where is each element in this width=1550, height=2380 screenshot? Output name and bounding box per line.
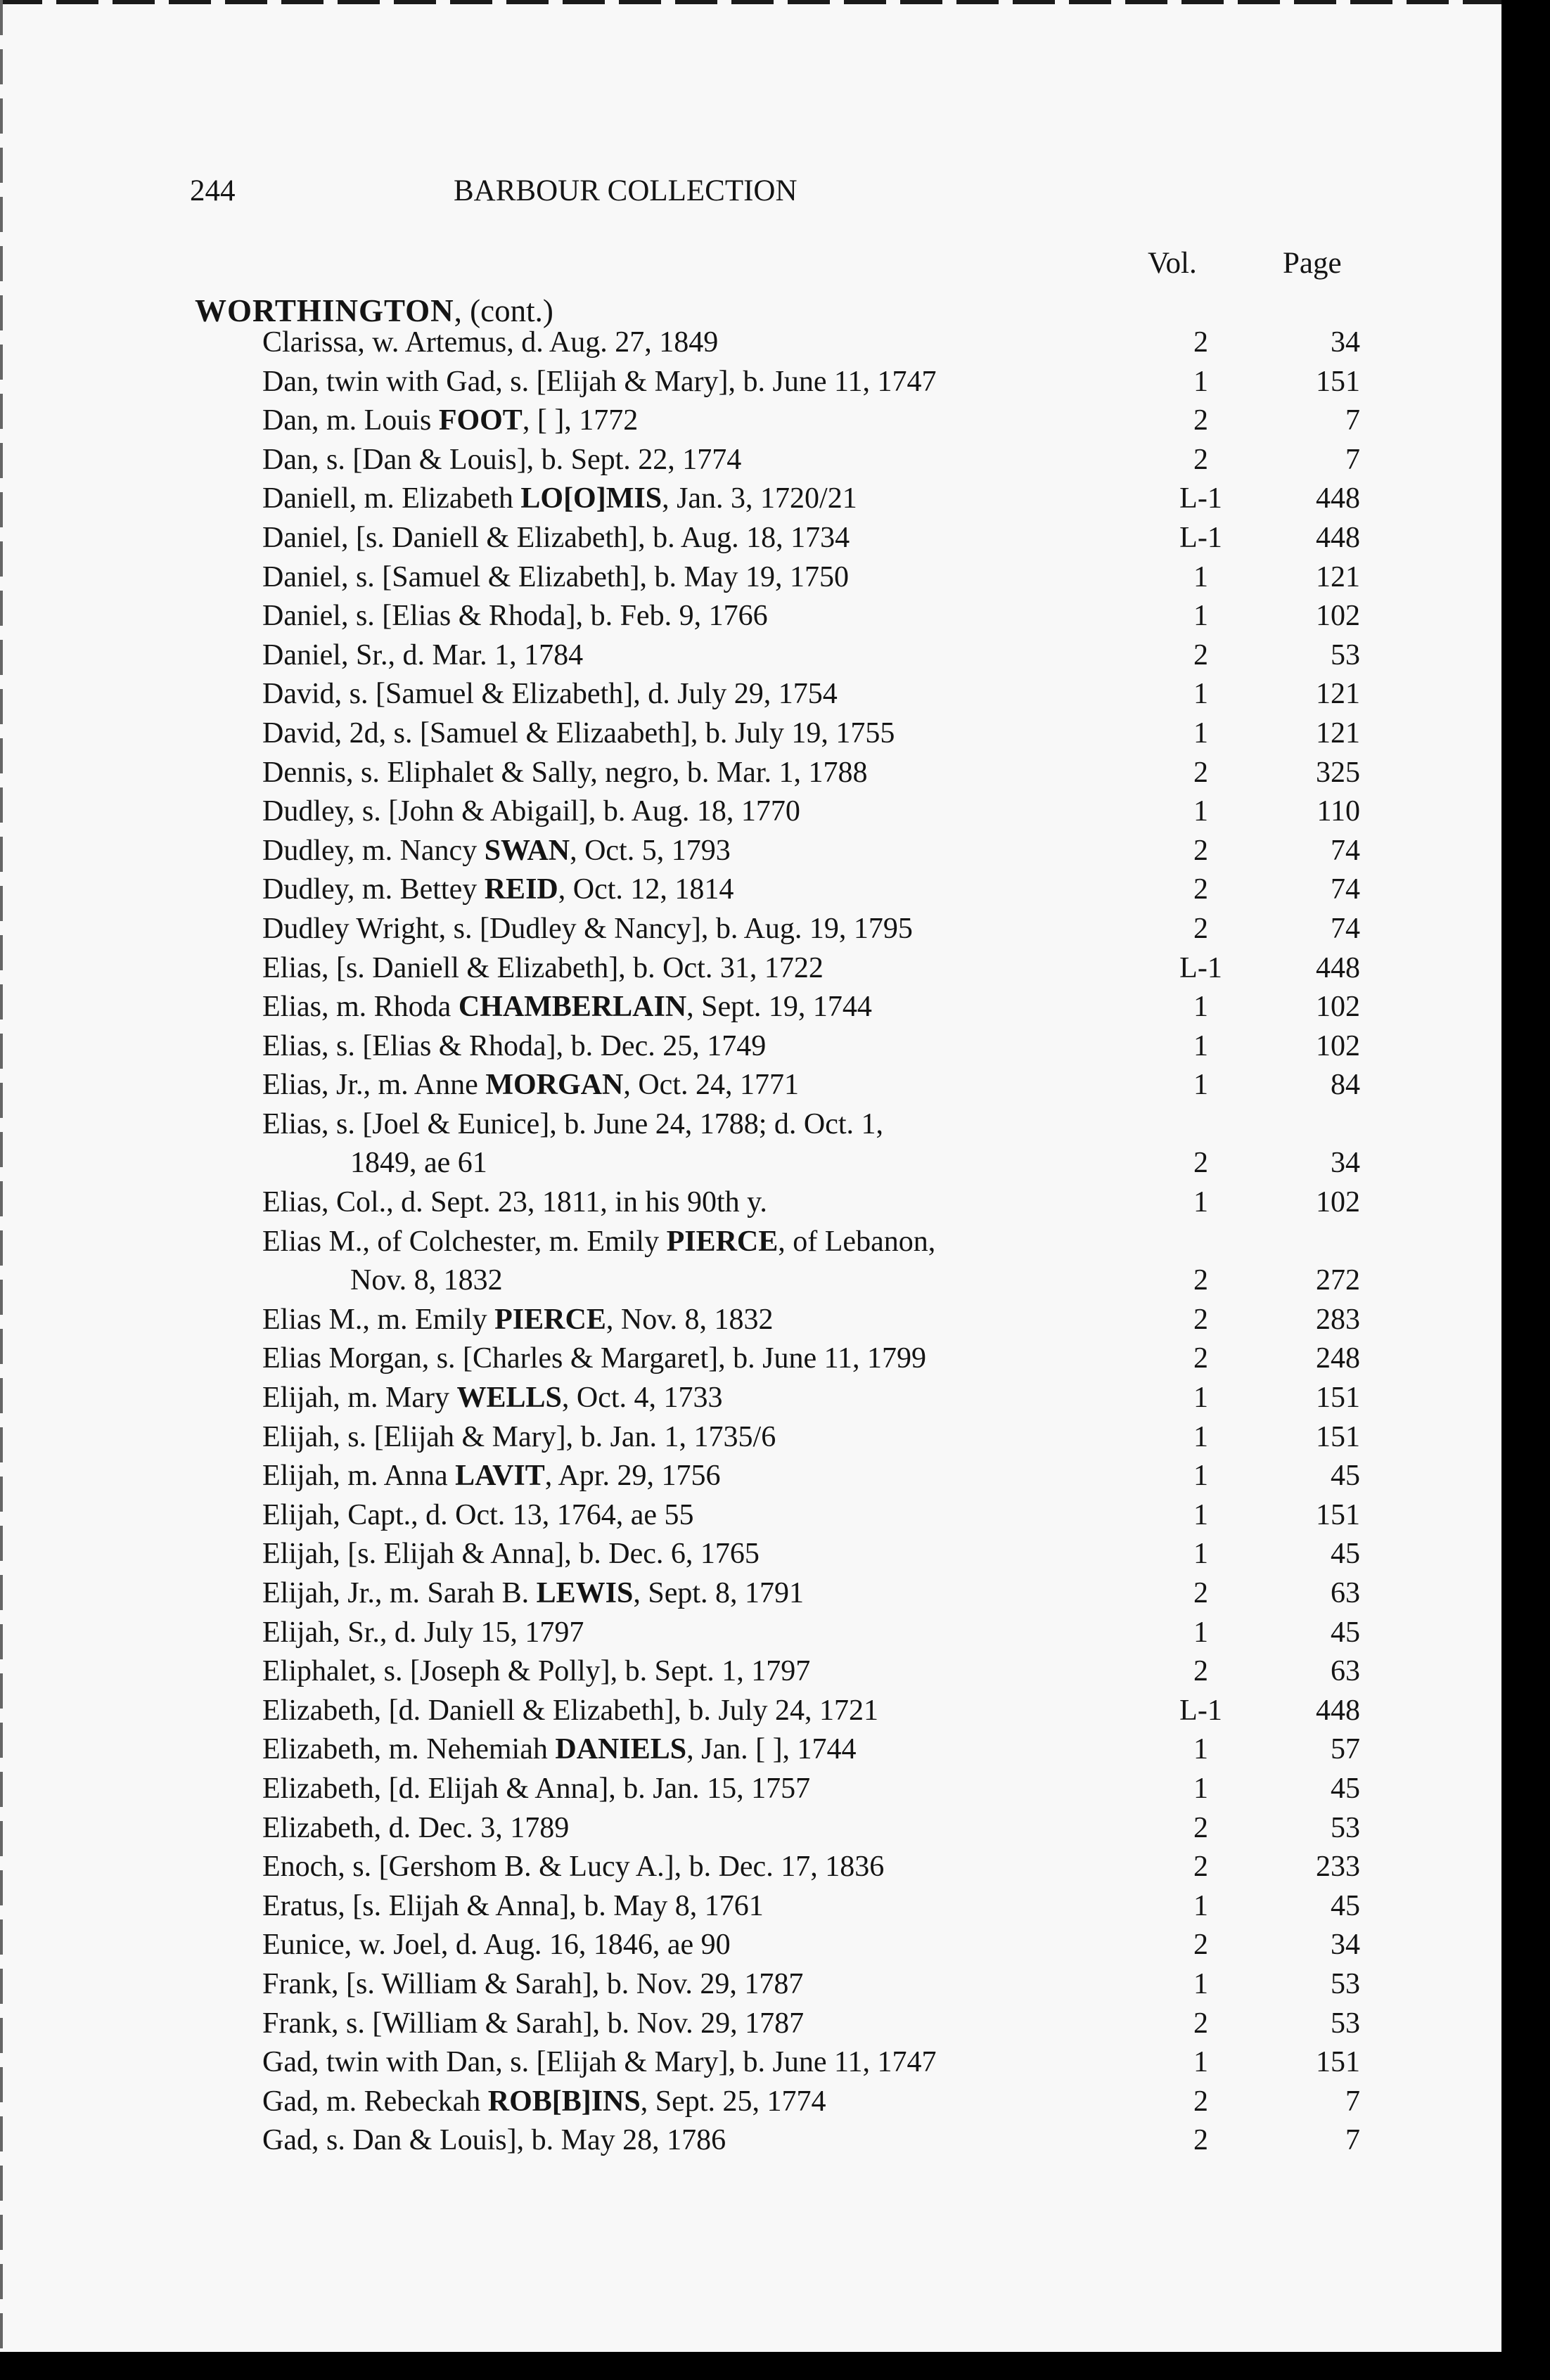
entry-text: Elias, Col., d. Sept. 23, 1811, in his 90th y. [262, 1186, 767, 1219]
entry-name [262, 597, 768, 636]
entry-spouse-surname: REID [484, 873, 558, 906]
entry-name [262, 441, 741, 480]
entry-text-after: , [ ], 1772 [522, 404, 639, 437]
entry-text: Dudley, m. Nancy [262, 834, 485, 867]
entry-text-after: , Apr. 29, 1756 [544, 1460, 721, 1493]
entry-volume: 1 [1193, 560, 1208, 593]
entry-row [0, 1379, 1501, 1418]
entry-row [0, 870, 1501, 910]
entry-row [0, 558, 1501, 598]
vol-column-header: Vol. [1148, 247, 1197, 280]
entry-volume: 1 [1193, 1460, 1208, 1493]
entry-page: 34 [1331, 326, 1360, 359]
entry-volume: 1 [1193, 795, 1208, 828]
entry-page: 45 [1331, 1889, 1360, 1922]
entry-volume: 2 [1193, 873, 1208, 906]
entry-row [0, 1692, 1501, 1731]
entry-row [0, 1848, 1501, 1887]
entry-text: Dennis, s. Eliphalet & Sally, negro, b. Mar. 1, 1788 [262, 756, 868, 789]
entry-name [262, 1379, 723, 1418]
entry-volume: 2 [1193, 443, 1208, 476]
entry-page: 7 [1345, 404, 1360, 437]
surname-name: WORTHINGTON [195, 293, 454, 328]
entry-name [262, 1301, 773, 1340]
entry-name [262, 1730, 857, 1770]
entry-volume: 2 [1193, 756, 1208, 789]
entry-text: Daniel, s. [Elias & Rhoda], b. Feb. 9, 1766 [262, 600, 768, 633]
entry-text: Elizabeth, m. Nehemiah [262, 1733, 556, 1766]
entry-text: Elias M., of Colchester, m. Emily [262, 1225, 667, 1258]
entry-row [0, 441, 1501, 480]
entry-text-after: , of Lebanon, [778, 1225, 936, 1258]
entry-text: Dudley, m. Bettey [262, 873, 485, 906]
entry-row [0, 675, 1501, 714]
entry-row [0, 597, 1501, 636]
entry-name [262, 675, 838, 714]
entry-text: Eunice, w. Joel, d. Aug. 16, 1846, ae 90 [262, 1929, 731, 1962]
entry-row [0, 480, 1501, 519]
entry-text: David, 2d, s. [Samuel & Elizaabeth], b. July 19, 1755 [262, 716, 895, 750]
entry-volume: 2 [1193, 1342, 1208, 1375]
entry-name [262, 2121, 726, 2161]
entry-page: 151 [1316, 2046, 1360, 2079]
entry-page: 110 [1317, 795, 1360, 828]
entry-name [262, 832, 731, 871]
entry-page: 151 [1316, 365, 1360, 398]
entry-volume: L-1 [1179, 951, 1222, 984]
entry-name [262, 1535, 760, 1574]
entry-row [0, 1339, 1501, 1379]
entry-spouse-surname: PIERCE [666, 1225, 779, 1258]
entry-text: Elias, s. [Elias & Rhoda], b. Dec. 25, 1749 [262, 1029, 767, 1062]
entry-page: 102 [1316, 1029, 1360, 1062]
entry-volume: 2 [1193, 638, 1208, 671]
entry-page: 272 [1316, 1264, 1360, 1297]
entry-name [262, 1770, 810, 1809]
entry-text: Elizabeth, [d. Elijah & Anna], b. Jan. 15, 1757 [262, 1772, 811, 1805]
entry-text: Daniell, m. Elizabeth [262, 482, 521, 515]
page-title: BARBOUR COLLECTION [454, 174, 798, 207]
entry-page: 121 [1316, 678, 1360, 711]
entry-page: 45 [1331, 1460, 1360, 1493]
entry-volume: 2 [1193, 326, 1208, 359]
entry-row [0, 1496, 1501, 1536]
entry-row [0, 1183, 1501, 1223]
entry-page: 63 [1331, 1577, 1360, 1609]
entry-page: 45 [1331, 1616, 1360, 1649]
entry-name [262, 1965, 803, 2005]
entry-page: 151 [1316, 1420, 1360, 1453]
entry-name [262, 754, 868, 793]
entry-volume: 1 [1193, 991, 1208, 1024]
entry-volume: 1 [1193, 1420, 1208, 1453]
entry-row [0, 2083, 1501, 2122]
entry-text: Frank, s. [William & Sarah], b. Nov. 29, 1787 [262, 2007, 805, 2040]
entry-spouse-surname: CHAMBERLAIN [458, 991, 687, 1024]
entry-volume: 1 [1193, 716, 1208, 750]
entry-text-after: , Oct. 5, 1793 [570, 834, 731, 867]
entry-name [262, 1183, 767, 1223]
entry-text: 1849, ae 61 [350, 1147, 487, 1180]
entry-page: 7 [1345, 2085, 1360, 2118]
entry-name [262, 2083, 826, 2122]
entry-page: 34 [1331, 1147, 1360, 1180]
entry-text: Daniel, s. [Samuel & Elizabeth], b. May 19, 1750 [262, 560, 849, 593]
entry-text: Elias Morgan, s. [Charles & Margaret], b. June 11, 1799 [262, 1342, 927, 1375]
entry-row [0, 2043, 1501, 2083]
entry-row [0, 1965, 1501, 2005]
entry-page: 448 [1316, 1694, 1360, 1727]
entry-name [262, 949, 824, 989]
entry-name [262, 1418, 776, 1458]
entry-page: 121 [1316, 560, 1360, 593]
entry-volume: L-1 [1179, 482, 1222, 515]
entry-name [262, 1223, 935, 1262]
entry-row [0, 1105, 1501, 1145]
entry-page: 102 [1316, 600, 1360, 633]
entry-text: Eliphalet, s. [Joseph & Polly], b. Sept. 1, 1797 [262, 1655, 811, 1688]
entry-volume: 1 [1193, 1967, 1208, 2000]
entry-page: 45 [1331, 1772, 1360, 1805]
entry-text-after: , Sept. 19, 1744 [686, 991, 872, 1024]
entry-name [262, 1496, 694, 1536]
entry-spouse-surname: LEWIS [536, 1577, 634, 1609]
entry-volume: 2 [1193, 1577, 1208, 1609]
entry-name [262, 323, 718, 363]
entry-row [0, 1614, 1501, 1653]
entry-name [262, 363, 936, 402]
entry-page: 283 [1316, 1303, 1360, 1336]
entry-name [262, 910, 913, 949]
entry-page: 102 [1316, 991, 1360, 1024]
entry-spouse-surname: MORGAN [485, 1069, 624, 1102]
entry-text: Dudley, s. [John & Abigail], b. Aug. 18, 1770 [262, 795, 800, 828]
entry-name [262, 1457, 720, 1496]
entry-name [262, 636, 583, 676]
entry-text: Dan, twin with Gad, s. [Elijah & Mary], b. June 11, 1747 [262, 365, 937, 398]
entry-text-after: , Nov. 8, 1832 [606, 1303, 774, 1336]
entry-page: 7 [1345, 443, 1360, 476]
entry-volume: 2 [1193, 404, 1208, 437]
entry-text: Elijah, Capt., d. Oct. 13, 1764, ae 55 [262, 1498, 694, 1531]
entry-name [262, 1105, 883, 1145]
entry-text: Gad, m. Rebeckah [262, 2085, 488, 2118]
entry-page: 151 [1316, 1382, 1360, 1415]
entry-row [0, 363, 1501, 402]
entry-name [262, 1574, 804, 1614]
entry-text: Elizabeth, d. Dec. 3, 1789 [262, 1811, 570, 1844]
entry-row [0, 754, 1501, 793]
entry-text: David, s. [Samuel & Elizabeth], d. July 29, 1754 [262, 678, 838, 711]
entry-volume: 2 [1193, 2124, 1208, 2157]
entry-volume: 2 [1193, 2007, 1208, 2040]
entry-row [0, 1887, 1501, 1926]
entry-text: Elijah, Sr., d. July 15, 1797 [262, 1616, 584, 1649]
entry-page: 233 [1316, 1851, 1360, 1884]
entry-volume: 2 [1193, 1655, 1208, 1688]
entry-text: Elizabeth, [d. Daniell & Elizabeth], b. July 24, 1721 [262, 1694, 878, 1727]
entry-row [0, 1652, 1501, 1692]
entry-row [0, 1261, 1501, 1301]
entry-text: Dudley Wright, s. [Dudley & Nancy], b. Aug. 19, 1795 [262, 912, 913, 945]
entry-spouse-surname: LAVIT [455, 1460, 545, 1493]
entry-page: 151 [1316, 1498, 1360, 1531]
entry-text: Gad, twin with Dan, s. [Elijah & Mary], b. June 11, 1747 [262, 2046, 937, 2079]
entry-volume: 2 [1193, 1264, 1208, 1297]
entry-row [0, 2121, 1501, 2161]
entry-row [0, 832, 1501, 871]
entry-text: Elias, [s. Daniell & Elizabeth], b. Oct. 31, 1722 [262, 951, 824, 984]
entry-volume: 1 [1193, 1889, 1208, 1922]
entry-page: 74 [1331, 873, 1360, 906]
entry-spouse-surname: LO[O]MIS [520, 482, 662, 515]
entry-row [0, 1223, 1501, 1262]
entry-text-after: , Jan. 3, 1720/21 [662, 482, 857, 515]
surname-suffix: , (cont.) [454, 293, 553, 328]
entry-page: 248 [1316, 1342, 1360, 1375]
entry-text-after: , Sept. 25, 1774 [640, 2085, 826, 2118]
entry-page: 325 [1316, 756, 1360, 789]
entry-text-after: , Oct. 12, 1814 [558, 873, 734, 906]
entry-volume: 2 [1193, 1851, 1208, 1884]
entry-volume: L-1 [1179, 521, 1222, 554]
entry-name [262, 714, 895, 754]
entry-volume: 2 [1193, 1147, 1208, 1180]
entry-page: 53 [1331, 1811, 1360, 1844]
entry-name [262, 1339, 926, 1379]
entry-row [0, 519, 1501, 558]
entry-volume: 1 [1193, 1186, 1208, 1219]
entry-volume: 2 [1193, 1811, 1208, 1844]
entry-text: Dan, s. [Dan & Louis], b. Sept. 22, 1774 [262, 443, 742, 476]
entry-text-after: , Jan. [ ], 1744 [686, 1733, 857, 1766]
entry-page: 84 [1331, 1069, 1360, 1102]
entry-text: Elijah, [s. Elijah & Anna], b. Dec. 6, 1765 [262, 1538, 760, 1571]
entry-name [262, 558, 849, 598]
entry-row [0, 323, 1501, 363]
entry-page: 53 [1331, 1967, 1360, 2000]
entry-page: 102 [1316, 1186, 1360, 1219]
entry-row [0, 401, 1501, 441]
entry-text: Elijah, s. [Elijah & Mary], b. Jan. 1, 1735/6 [262, 1420, 776, 1453]
entry-row [0, 1457, 1501, 1496]
entry-name [262, 480, 857, 519]
entry-name [262, 2043, 936, 2083]
page-number: 244 [190, 174, 236, 207]
entry-page: 57 [1331, 1733, 1360, 1766]
entry-page: 448 [1316, 482, 1360, 515]
entry-row [0, 1066, 1501, 1105]
entry-text-after: , Oct. 24, 1771 [623, 1069, 799, 1102]
entry-text: Eratus, [s. Elijah & Anna], b. May 8, 1761 [262, 1889, 764, 1922]
entry-text: Nov. 8, 1832 [350, 1264, 503, 1297]
entry-row [0, 636, 1501, 676]
entry-row [0, 1809, 1501, 1848]
page-column-header: Page [1283, 247, 1342, 280]
entry-row [0, 910, 1501, 949]
entry-page: 53 [1331, 2007, 1360, 2040]
entry-spouse-surname: SWAN [484, 834, 570, 867]
entry-name [262, 1614, 584, 1653]
entry-row [0, 1574, 1501, 1614]
entry-row [0, 714, 1501, 754]
entry-name [262, 2005, 804, 2044]
entry-text: Elijah, Jr., m. Sarah B. [262, 1577, 537, 1609]
entry-row [0, 1418, 1501, 1458]
entry-volume: 1 [1193, 1772, 1208, 1805]
entry-row [0, 1301, 1501, 1340]
entry-text: Daniel, Sr., d. Mar. 1, 1784 [262, 638, 584, 671]
entry-name [262, 1809, 569, 1848]
entry-text: Daniel, [s. Daniell & Elizabeth], b. Aug. 18, 1734 [262, 521, 850, 554]
scan-edge-top [0, 0, 1501, 4]
entry-name [262, 870, 734, 910]
entry-spouse-surname: WELLS [456, 1382, 562, 1415]
entry-spouse-surname: ROB[B]INS [487, 2085, 641, 2118]
entry-row [0, 1535, 1501, 1574]
entry-volume: 2 [1193, 834, 1208, 867]
entry-volume: 1 [1193, 1538, 1208, 1571]
entry-name [350, 1144, 487, 1183]
entry-row [0, 1770, 1501, 1809]
entry-row [0, 1144, 1501, 1183]
entry-volume: 1 [1193, 2046, 1208, 2079]
entry-text: Elias, s. [Joel & Eunice], b. June 24, 1788; d. Oct. 1, [262, 1107, 884, 1140]
entry-volume: 1 [1193, 1029, 1208, 1062]
entry-page: 63 [1331, 1655, 1360, 1688]
entry-volume: 1 [1193, 1733, 1208, 1766]
entry-name [262, 1066, 799, 1105]
entry-name [262, 1887, 764, 1926]
entry-name [262, 401, 638, 441]
entry-page: 74 [1331, 834, 1360, 867]
entry-text: Enoch, s. [Gershom B. & Lucy A.], b. Dec. 17, 1836 [262, 1851, 885, 1884]
entry-volume: 1 [1193, 365, 1208, 398]
entry-spouse-surname: FOOT [438, 404, 523, 437]
entry-text: Elijah, m. Mary [262, 1382, 457, 1415]
entry-volume: 1 [1193, 678, 1208, 711]
entry-text: Gad, s. Dan & Louis], b. May 28, 1786 [262, 2124, 726, 2157]
entry-volume: 2 [1193, 912, 1208, 945]
entry-page: 45 [1331, 1538, 1360, 1571]
entry-name [262, 792, 800, 832]
entry-row [0, 1730, 1501, 1770]
entry-page: 121 [1316, 716, 1360, 750]
entry-page: 74 [1331, 912, 1360, 945]
entry-spouse-surname: PIERCE [494, 1303, 606, 1336]
entry-volume: 1 [1193, 1616, 1208, 1649]
entry-text: Elijah, m. Anna [262, 1460, 456, 1493]
entry-spouse-surname: DANIELS [555, 1733, 687, 1766]
entry-page: 34 [1331, 1929, 1360, 1962]
entry-volume: L-1 [1179, 1694, 1222, 1727]
entry-name [262, 988, 872, 1027]
entry-row [0, 2005, 1501, 2044]
entry-text: Dan, m. Louis [262, 404, 439, 437]
entry-volume: 2 [1193, 1303, 1208, 1336]
entry-volume: 1 [1193, 1069, 1208, 1102]
entry-row [0, 792, 1501, 832]
entry-name [262, 1926, 731, 1965]
entries-list [0, 323, 1501, 2161]
entry-volume: 1 [1193, 1498, 1208, 1531]
entry-page: 7 [1345, 2124, 1360, 2157]
entry-volume: 1 [1193, 600, 1208, 633]
entry-volume: 2 [1193, 2085, 1208, 2118]
entry-name [262, 1848, 884, 1887]
entry-text: Frank, [s. William & Sarah], b. Nov. 29, 1787 [262, 1967, 804, 2000]
entry-page: 448 [1316, 521, 1360, 554]
entry-page: 53 [1331, 638, 1360, 671]
entry-row [0, 949, 1501, 989]
entry-row [0, 1027, 1501, 1067]
entry-name [262, 1692, 878, 1731]
entry-name [262, 1652, 810, 1692]
entry-name [350, 1261, 503, 1301]
entry-text-after: , Sept. 8, 1791 [633, 1577, 805, 1609]
entry-text: Clarissa, w. Artemus, d. Aug. 27, 1849 [262, 326, 719, 359]
entry-text: Elias, Jr., m. Anne [262, 1069, 486, 1102]
entry-page: 448 [1316, 951, 1360, 984]
entry-text-after: , Oct. 4, 1733 [561, 1382, 723, 1415]
entry-name [262, 1027, 766, 1067]
entry-volume: 2 [1193, 1929, 1208, 1962]
entry-text: Elias M., m. Emily [262, 1303, 495, 1336]
entry-text: Elias, m. Rhoda [262, 991, 459, 1024]
entry-row [0, 1926, 1501, 1965]
entry-volume: 1 [1193, 1382, 1208, 1415]
entry-row [0, 988, 1501, 1027]
entry-name [262, 519, 850, 558]
